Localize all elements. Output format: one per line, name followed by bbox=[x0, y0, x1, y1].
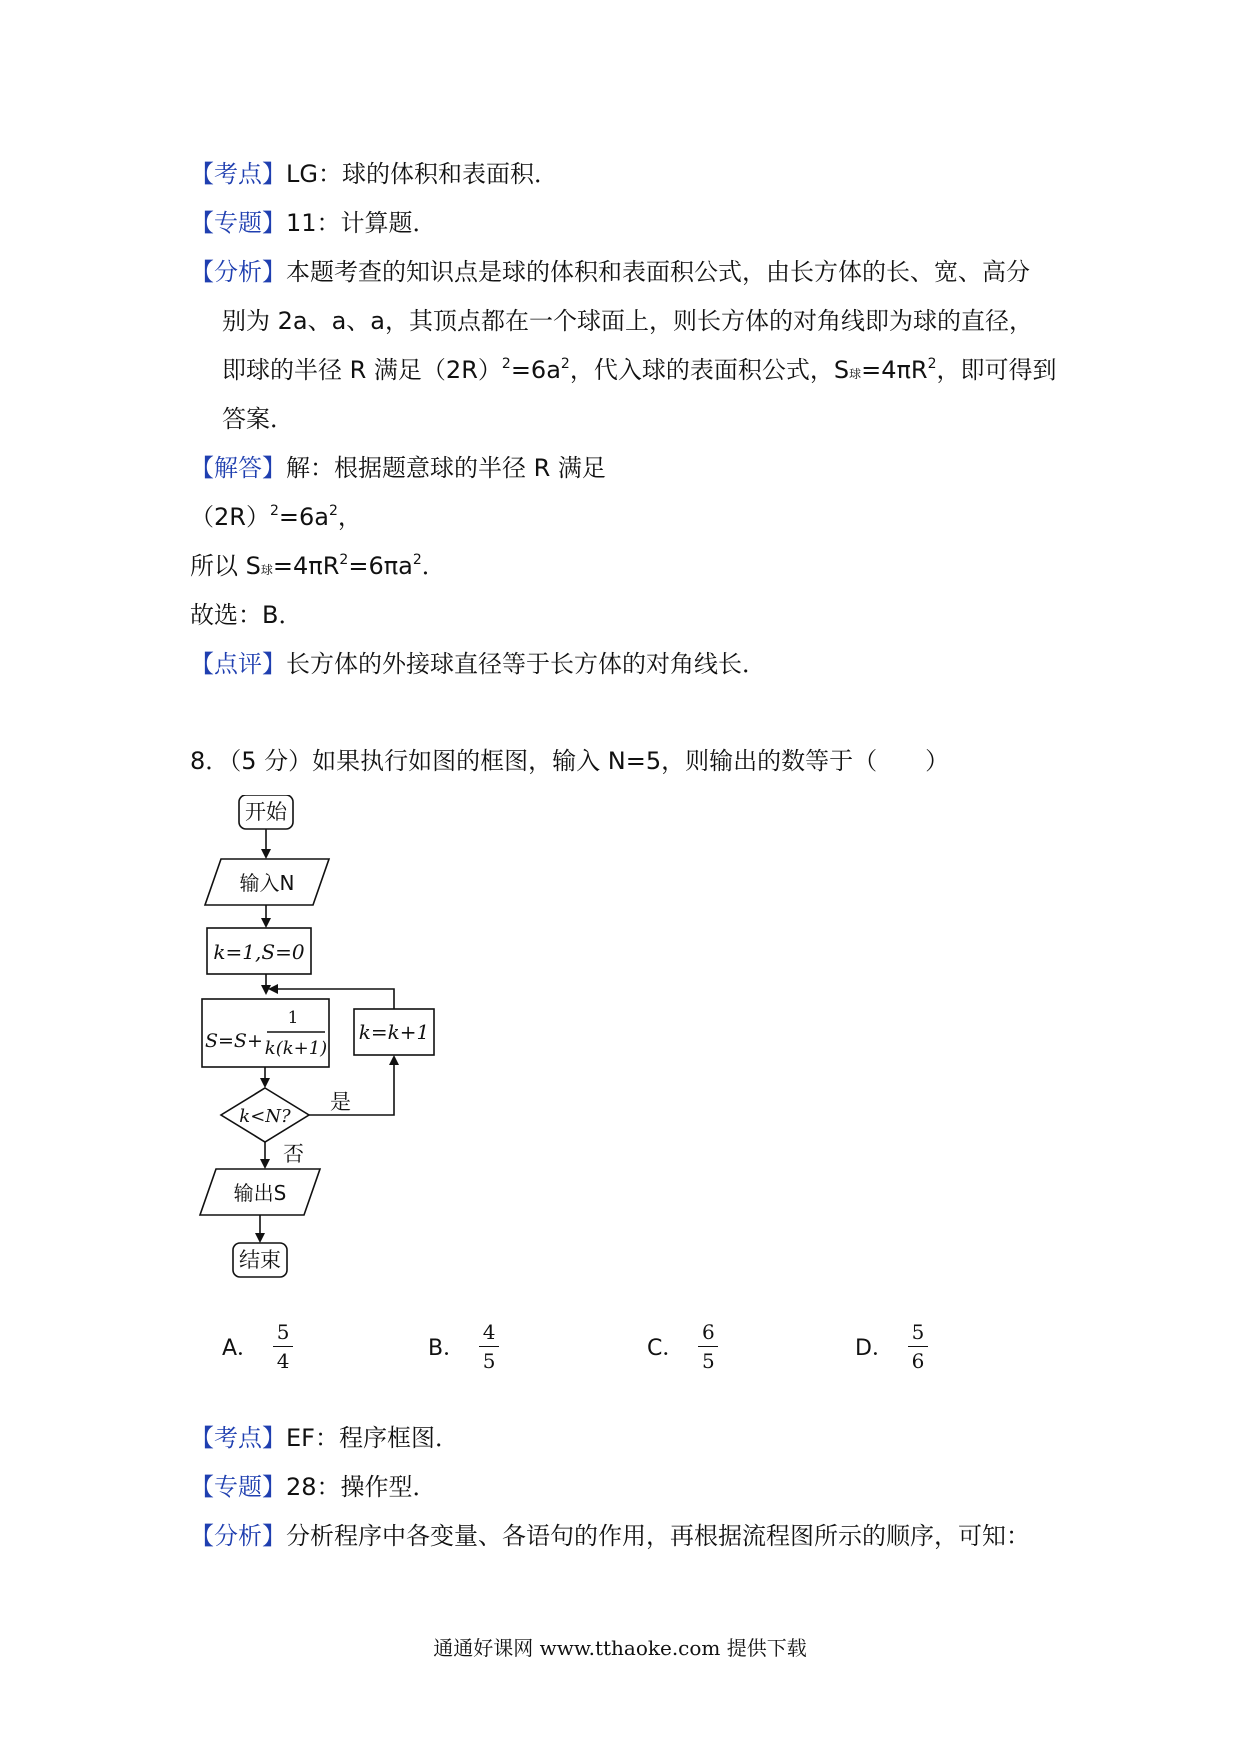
fenxi-l3-a: 即球的半径 R 满足（2R） bbox=[222, 356, 502, 384]
zhuanti2-line bbox=[190, 1471, 437, 1503]
fenxi-line-3 bbox=[222, 354, 1057, 390]
flowchart-diagram bbox=[185, 795, 445, 1295]
end-label: 结束 bbox=[239, 1248, 281, 1272]
option-c-label: C． bbox=[647, 1336, 685, 1361]
option-b bbox=[428, 1320, 499, 1373]
fenxi-l3-d: =4πR bbox=[861, 356, 928, 384]
zhuanti-line bbox=[190, 207, 437, 239]
fenxi2-tag: 【分析】 bbox=[190, 1522, 286, 1550]
zhuanti2-tag: 【专题】 bbox=[190, 1473, 286, 1501]
option-a-label: A． bbox=[222, 1336, 260, 1361]
option-a bbox=[222, 1320, 293, 1373]
option-c-fraction bbox=[698, 1320, 718, 1373]
fenxi-l3-sup1: 2 bbox=[501, 356, 511, 372]
jieda-l2-c: ， bbox=[337, 503, 362, 531]
yes-label: 是 bbox=[330, 1090, 351, 1114]
fenxi-line-1 bbox=[190, 256, 1030, 288]
jieda-l2-a: （2R） bbox=[190, 503, 270, 531]
jieda-l3-c: =6πa bbox=[348, 552, 413, 580]
fenxi-l3-c: ，代入球的表面积公式，S bbox=[569, 356, 850, 384]
jieda-l3-a: 所以 S bbox=[190, 552, 261, 580]
dianping-tag: 【点评】 bbox=[190, 650, 286, 678]
start-label: 开始 bbox=[245, 800, 287, 824]
jieda-l3-sup2: 2 bbox=[412, 552, 422, 568]
option-b-den: 5 bbox=[482, 1349, 496, 1373]
jieda-l3-d: ． bbox=[421, 552, 446, 580]
init-label: k=1,S=0 bbox=[213, 940, 305, 964]
jieda-tag: 【解答】 bbox=[190, 454, 286, 482]
fenxi-text-1: 本题考查的知识点是球的体积和表面积公式，由长方体的长、宽、高分 bbox=[286, 258, 1030, 286]
no-label: 否 bbox=[283, 1142, 304, 1166]
option-c bbox=[647, 1320, 718, 1373]
kaodian2-text: EF：程序框图． bbox=[286, 1424, 459, 1452]
jieda-l3-sup1: 2 bbox=[339, 552, 349, 568]
page-footer: 通通好课网 www.tthaoke.com 提供下载 bbox=[433, 1636, 807, 1660]
kaodian-line bbox=[190, 158, 558, 190]
option-c-den: 5 bbox=[702, 1349, 715, 1373]
increment-label: k=k+1 bbox=[358, 1020, 430, 1044]
option-c-num: 6 bbox=[702, 1320, 715, 1344]
option-d-den: 6 bbox=[911, 1349, 925, 1373]
option-d-fraction bbox=[908, 1320, 928, 1373]
question-text: 8．（5 分）如果执行如图的框图，输入 N=5，则输出的数等于（ ） bbox=[190, 747, 950, 775]
jieda-l2-sup2: 2 bbox=[328, 503, 338, 519]
option-a-num: 5 bbox=[276, 1320, 290, 1344]
jieda-line-3 bbox=[190, 550, 446, 586]
kaodian2-tag: 【考点】 bbox=[190, 1424, 286, 1452]
jieda-l3-b: =4πR bbox=[272, 552, 340, 580]
option-b-fraction bbox=[479, 1320, 499, 1373]
input-label: 输入N bbox=[239, 871, 295, 895]
zhuanti-text: 11：计算题． bbox=[286, 209, 437, 237]
fenxi2-line bbox=[190, 1520, 1030, 1552]
option-d bbox=[855, 1320, 928, 1373]
fenxi-l3-sup3: 2 bbox=[927, 356, 937, 372]
option-d-label: D． bbox=[855, 1336, 894, 1361]
jieda-l2-sup1: 2 bbox=[269, 503, 279, 519]
fenxi-l3-e: ，即可得到 bbox=[936, 356, 1057, 384]
option-d-num: 5 bbox=[911, 1320, 925, 1344]
fenxi-l3-b: =6a bbox=[510, 356, 561, 384]
fenxi-line-2: 别为 2a、a、a，其顶点都在一个球面上，则长方体的对角线即为球的直径， bbox=[222, 307, 1034, 335]
option-a-den: 4 bbox=[276, 1349, 290, 1373]
process-prefix: S=S+ bbox=[205, 1030, 263, 1052]
zhuanti-tag: 【专题】 bbox=[190, 209, 286, 237]
zhuanti2-text: 28：操作型． bbox=[286, 1473, 437, 1501]
kaodian-tag: 【考点】 bbox=[190, 160, 286, 188]
dianping-line bbox=[190, 648, 766, 680]
fenxi2-text: 分析程序中各变量、各语句的作用，再根据流程图所示的顺序，可知： bbox=[286, 1522, 1030, 1550]
option-b-label: B． bbox=[428, 1336, 466, 1361]
kaodian-text: LG：球的体积和表面积． bbox=[286, 160, 558, 188]
yes-branch-arrow bbox=[309, 1057, 394, 1115]
output-label: 输出S bbox=[233, 1181, 287, 1205]
jieda-line-2 bbox=[190, 501, 362, 533]
fenxi-tag: 【分析】 bbox=[190, 258, 286, 286]
jieda-text-1: 解：根据题意球的半径 R 满足 bbox=[286, 454, 606, 482]
jieda-l2-b: =6a bbox=[278, 503, 329, 531]
condition-label: k<N? bbox=[239, 1106, 291, 1127]
process-denominator: k(k+1) bbox=[264, 1038, 328, 1059]
jieda-l3-sub: 球 bbox=[260, 563, 273, 577]
jieda-line-1 bbox=[190, 452, 606, 484]
fenxi-l3-sup2: 2 bbox=[560, 356, 570, 372]
dianping-text: 长方体的外接球直径等于长方体的对角线长． bbox=[286, 650, 766, 678]
kaodian2-line bbox=[190, 1422, 459, 1454]
fenxi-l3-sub: 球 bbox=[849, 367, 862, 381]
option-b-num: 4 bbox=[482, 1320, 496, 1344]
option-a-fraction bbox=[273, 1320, 293, 1373]
jieda-line-4: 故选：B． bbox=[190, 601, 303, 629]
process-numerator: 1 bbox=[287, 1008, 299, 1028]
fenxi-line-4: 答案． bbox=[222, 405, 294, 433]
